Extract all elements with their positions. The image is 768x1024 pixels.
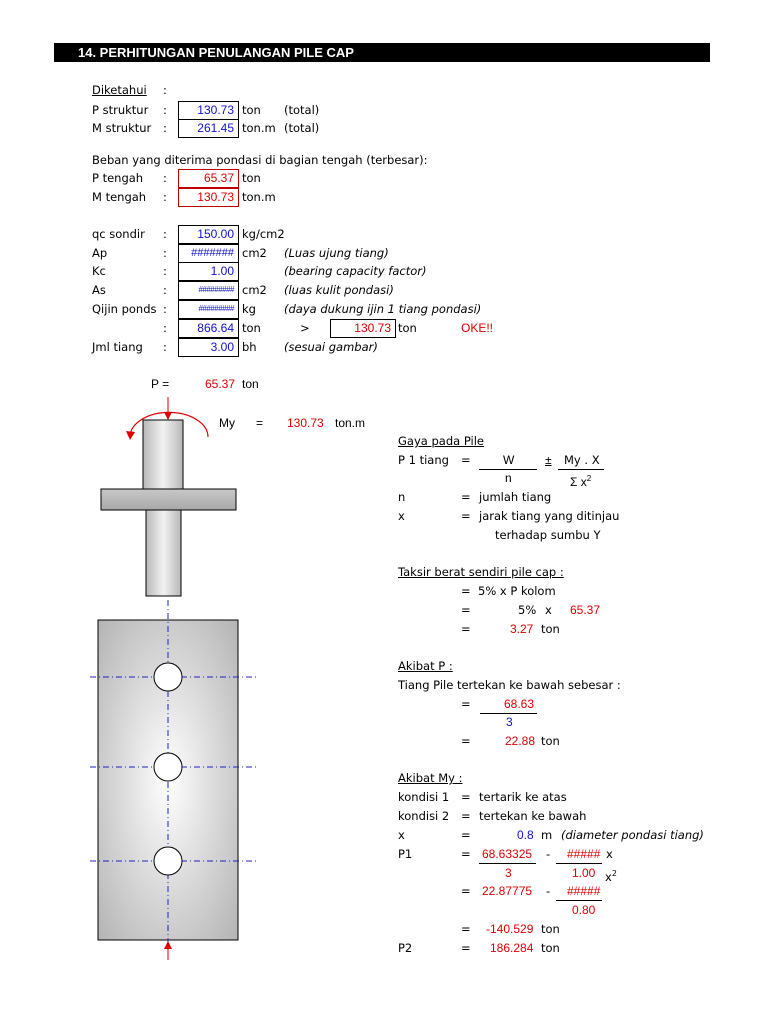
- p-load-arrowhead: [164, 412, 172, 420]
- as-unit: cm2: [242, 283, 267, 297]
- ap-note: (Luas ujung tiang): [284, 246, 389, 260]
- p-tengah-unit: ton: [242, 171, 261, 185]
- p1-den-x: $x^2$: [605, 869, 617, 884]
- ap-value: #######: [178, 244, 239, 263]
- fraction-line: [479, 469, 537, 470]
- x-value: 0.8: [517, 828, 534, 842]
- fraction-line: [480, 713, 537, 714]
- n-symbol: n: [505, 471, 512, 485]
- as-note: (luas kulit pondasi): [284, 283, 394, 297]
- fraction-line: [558, 469, 604, 470]
- self-weight-pct: 5%: [518, 603, 537, 617]
- pile-lower: [146, 510, 181, 596]
- minus: -: [546, 847, 551, 861]
- qijin-kg-unit: kg: [242, 302, 256, 316]
- qc-value: 150.00: [178, 225, 239, 244]
- plus-minus: ±: [545, 453, 552, 467]
- pile-circle-2: [154, 753, 182, 781]
- due-my-heading: Akibat My :: [398, 771, 463, 785]
- line2-a: 22.87775: [482, 884, 533, 898]
- p1-x: x: [606, 847, 613, 861]
- bottom-arrowhead: [164, 941, 172, 949]
- eq: =: [461, 884, 471, 898]
- colon: :: [163, 121, 167, 135]
- eq: =: [461, 734, 471, 748]
- diagram-my-eq: =: [256, 416, 264, 430]
- as-label: As: [92, 283, 106, 297]
- p1-label: P1: [398, 847, 413, 861]
- pile-circle-3: [154, 847, 182, 875]
- k1-text: tertarik ke atas: [479, 790, 567, 804]
- k2-text: tertekan ke bawah: [479, 809, 587, 823]
- section-title: 14. PERHITUNGAN PENULANGAN PILE CAP: [54, 43, 710, 62]
- p2-label: P2: [398, 941, 413, 955]
- due-p-heading: Akibat P :: [398, 659, 453, 673]
- m-tengah-unit: ton.m: [242, 190, 276, 204]
- colon: :: [163, 103, 167, 117]
- m-struktur-label: M struktur: [92, 121, 152, 135]
- colon: :: [163, 227, 167, 241]
- center-load-heading: Beban yang diterima pondasi di bagian tengah (terbesar):: [92, 153, 428, 167]
- p1-unit: ton: [541, 922, 560, 936]
- p2-unit: ton: [541, 941, 560, 955]
- qijin-ton-value: 866.64: [178, 319, 239, 338]
- eq: =: [461, 453, 471, 467]
- p1-num-a: 68.63325: [482, 847, 533, 861]
- pile-circle-1: [154, 663, 182, 691]
- def-n-desc: jumlah tiang: [479, 490, 552, 504]
- fraction-line: [479, 863, 536, 864]
- m-tengah-label: M tengah: [92, 190, 147, 204]
- pile-force-heading: Gaya pada Pile: [398, 434, 484, 448]
- line2-b: #####: [567, 884, 601, 898]
- my-x-symbol: My . X: [564, 453, 600, 467]
- diagram-p-unit: ton: [242, 377, 259, 391]
- self-weight-formula: 5% x P kolom: [478, 584, 556, 598]
- eq: =: [461, 828, 471, 842]
- diagram-my-value: 130.73: [287, 416, 324, 430]
- due-p-numerator: 68.63: [504, 697, 535, 711]
- cap-section-beam: [101, 489, 236, 510]
- sum-x2: Σ $x^2$: [570, 474, 592, 489]
- eq: =: [461, 941, 471, 955]
- compare-value: 130.73: [330, 319, 396, 338]
- self-weight-heading: Taksir berat sendiri pile cap :: [398, 565, 564, 579]
- def-x-desc: jarak tiang yang ditinjau: [479, 509, 620, 523]
- as-value: #########: [178, 281, 239, 300]
- kc-value: 1.00: [178, 262, 239, 281]
- k2-label: kondisi 2: [398, 809, 450, 823]
- qijin-ton-unit: ton: [242, 321, 261, 335]
- p-tengah-value: 65.37: [178, 169, 239, 188]
- colon: :: [163, 246, 167, 260]
- eq: =: [461, 490, 471, 504]
- due-p-text: Tiang Pile tertekan ke bawah sebesar :: [398, 678, 621, 692]
- p1-result: -140.529: [486, 922, 534, 936]
- colon: :: [163, 171, 167, 185]
- m-struktur-value: 261.45: [178, 119, 239, 138]
- fraction-line: [556, 900, 602, 901]
- jml-tiang-label: Jml tiang: [92, 340, 143, 354]
- def-x-sym: x: [398, 509, 405, 523]
- known-colon: :: [163, 83, 167, 97]
- eq: =: [461, 603, 471, 617]
- self-weight-times: x: [545, 603, 552, 617]
- p1-den-a: 3: [505, 866, 512, 880]
- kc-note: (bearing capacity factor): [284, 264, 427, 278]
- eq: =: [461, 790, 471, 804]
- status-ok: OKE!!: [461, 321, 494, 335]
- p-tengah-label: P tengah: [92, 171, 144, 185]
- colon: :: [163, 283, 167, 297]
- k1-label: kondisi 1: [398, 790, 450, 804]
- diagram-my-label: My: [219, 416, 235, 430]
- eq: =: [461, 509, 471, 523]
- jml-tiang-unit: bh: [242, 340, 257, 354]
- p-struktur-value: 130.73: [178, 101, 239, 120]
- eq: =: [461, 697, 471, 711]
- p-struktur-note: (total): [284, 103, 320, 117]
- def-n-sym: n: [398, 490, 406, 504]
- eq: =: [461, 922, 471, 936]
- eq: =: [461, 847, 471, 861]
- self-weight-p-value: 65.37: [570, 603, 601, 617]
- colon: :: [163, 302, 167, 316]
- eq: =: [461, 584, 471, 598]
- eq: =: [461, 622, 471, 636]
- ap-label: Ap: [92, 246, 108, 260]
- compare-sign: >: [300, 321, 310, 335]
- def-x-desc-cont: terhadap sumbu Y: [495, 528, 601, 542]
- kc-label: Kc: [92, 264, 106, 278]
- self-weight-unit: ton: [541, 622, 560, 636]
- diagram-p-label: P =: [151, 377, 170, 391]
- colon: :: [163, 190, 167, 204]
- w-symbol: W: [503, 453, 515, 467]
- p1-tiang-label: P 1 tiang: [398, 453, 449, 467]
- m-struktur-unit: ton.m: [242, 121, 276, 135]
- x-note: (diameter pondasi tiang): [561, 828, 704, 842]
- minus: -: [546, 884, 551, 898]
- compare-unit: ton: [398, 321, 417, 335]
- colon: :: [163, 321, 167, 335]
- qc-unit: kg/cm2: [242, 227, 285, 241]
- known-heading: Diketahui: [92, 83, 147, 97]
- m-tengah-value: 130.73: [178, 188, 239, 207]
- jml-tiang-note: (sesuai gambar): [284, 340, 378, 354]
- p2-result: 186.284: [490, 941, 534, 955]
- qc-label: qc sondir: [92, 227, 145, 241]
- fraction-line: [556, 863, 602, 864]
- m-struktur-note: (total): [284, 121, 320, 135]
- self-weight-result: 3.27: [510, 622, 534, 636]
- eq: =: [461, 809, 471, 823]
- p-struktur-label: P struktur: [92, 103, 149, 117]
- due-p-result: 22.88: [505, 734, 536, 748]
- p-struktur-unit: ton: [242, 103, 261, 117]
- moment-arrowhead: [126, 431, 135, 440]
- column-upper: [143, 420, 183, 489]
- ap-unit: cm2: [242, 246, 267, 260]
- due-p-denominator: 3: [506, 715, 513, 729]
- qijin-kg-value: #########: [178, 300, 239, 319]
- colon: :: [163, 264, 167, 278]
- p1-den-b: 1.00: [572, 866, 596, 880]
- diagram-p-value: 65.37: [205, 377, 236, 391]
- x-unit: m: [541, 828, 553, 842]
- qijin-label: Qijin ponds: [92, 302, 157, 316]
- line2-den: 0.80: [572, 903, 596, 917]
- diagram-my-unit: ton.m: [335, 416, 366, 430]
- due-p-unit: ton: [541, 734, 560, 748]
- p1-num-b: #####: [567, 847, 601, 861]
- qijin-note: (daya dukung ijin 1 tiang pondasi): [284, 302, 482, 316]
- jml-tiang-value: 3.00: [178, 338, 239, 357]
- colon: :: [163, 340, 167, 354]
- x-label: x: [398, 828, 405, 842]
